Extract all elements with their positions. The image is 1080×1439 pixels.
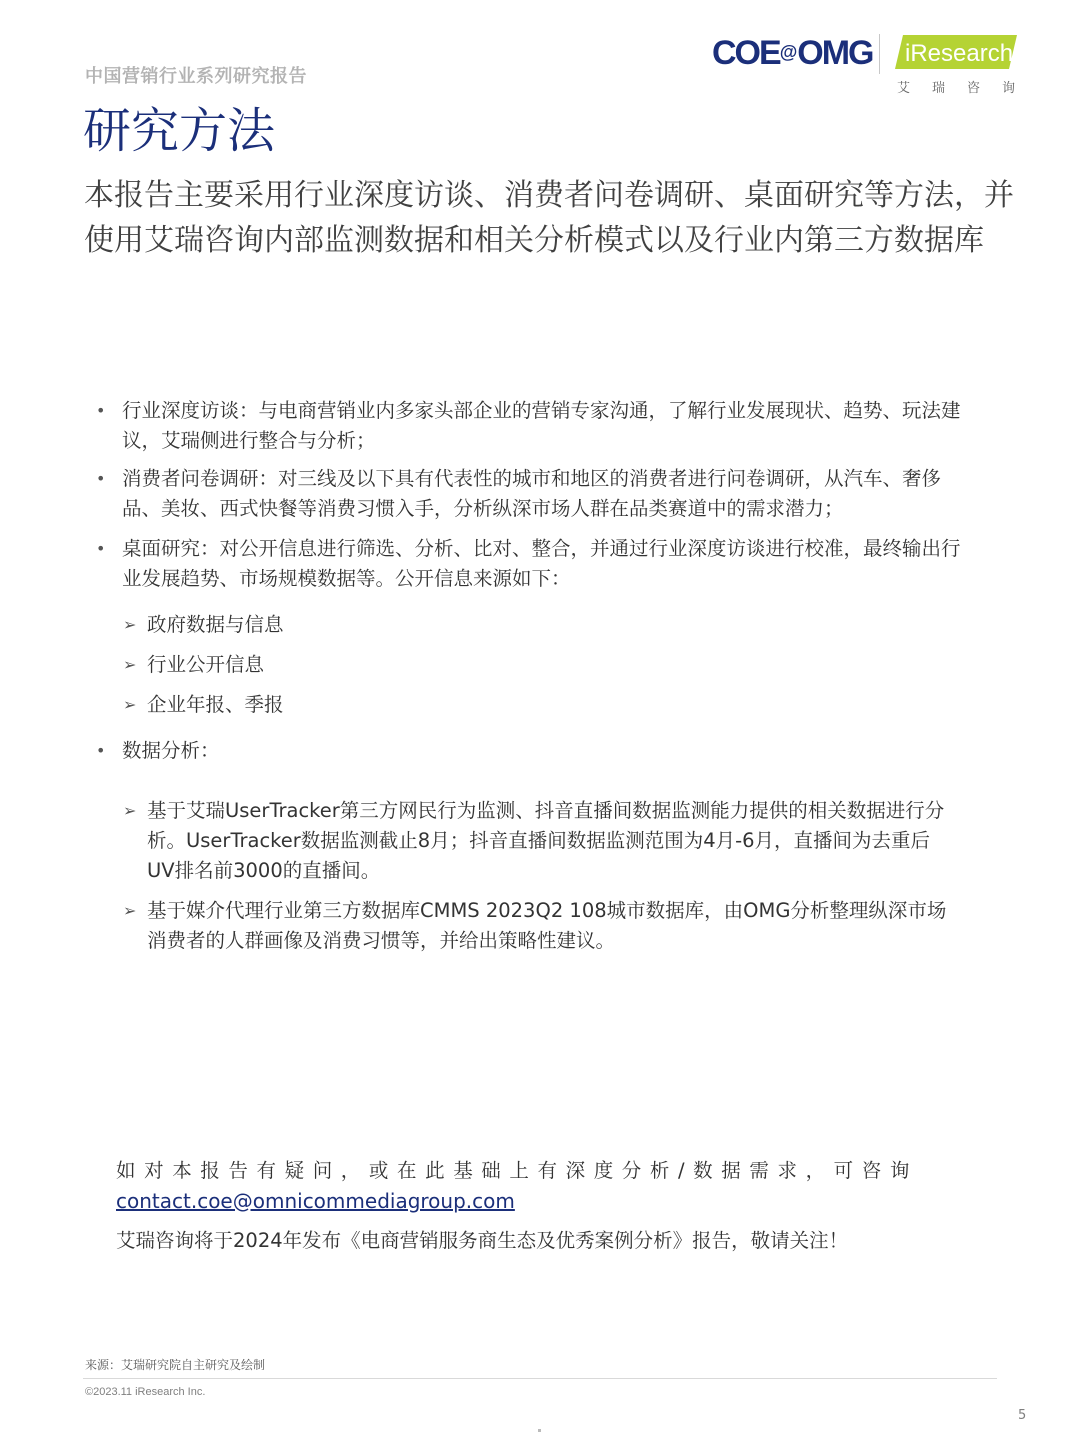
sub-item-text: 政府数据与信息 bbox=[147, 613, 284, 636]
arrow-icon: ➢ bbox=[123, 801, 137, 820]
bullet-text: 消费者问卷调研：对三线及以下具有代表性的城市和地区的消费者进行问卷调研，从汽车、奢侈品、美妆、西式快餐等消费习惯入手，分析纵深市场人群在品类赛道中的需求潜力； bbox=[122, 467, 942, 520]
sub-item-cmms bbox=[123, 896, 953, 956]
bullet-text: 数据分析： bbox=[122, 739, 220, 762]
coe-logo-at: @ bbox=[779, 42, 798, 62]
sub-item-text: 基于媒介代理行业第三方数据库CMMS 2023Q2 108城市数据库，由OMG分析整理纵深市场消费者的人群画像及消费习惯等，并给出策略性建议。 bbox=[147, 899, 947, 952]
sub-item-text: 企业年报、季报 bbox=[147, 693, 284, 716]
bullet-survey bbox=[96, 464, 966, 524]
contact-block bbox=[116, 1156, 966, 1256]
page-number: 5 bbox=[1018, 1408, 1027, 1423]
sub-item-usertracker bbox=[123, 796, 953, 886]
bullet-dot: • bbox=[96, 539, 106, 558]
report-notice: 艾瑞咨询将于2024年发布《电商营销服务商生态及优秀案例分析》报告，敬请关注！ bbox=[116, 1229, 849, 1252]
logo-divider bbox=[879, 34, 880, 74]
coe-logo-text: COE bbox=[712, 34, 780, 72]
arrow-icon: ➢ bbox=[123, 695, 137, 714]
bullet-dot: • bbox=[96, 741, 106, 760]
lead-paragraph: 本报告主要采用行业深度访谈、消费者问卷调研、桌面研究等方法，并使用艾瑞咨询内部监测数据和相关分析模式以及行业内第三方数据库 bbox=[84, 178, 1014, 258]
sub-item-industry-info bbox=[123, 650, 953, 680]
source-note: 来源：艾瑞研究院自主研究及绘制 bbox=[85, 1358, 266, 1372]
iresearch-logo-cn: 艾瑞咨询 bbox=[897, 81, 1038, 96]
iresearch-logo bbox=[895, 33, 1017, 71]
bullet-text: 行业深度访谈：与电商营销业内多家头部企业的营销专家沟通，了解行业发展现状、趋势、玩法建议，艾瑞侧进行整合与分析； bbox=[122, 399, 961, 452]
bullet-dot: • bbox=[96, 469, 106, 488]
sub-item-text: 基于艾瑞UserTracker第三方网民行为监测、抖音直播间数据监测能力提供的相关数据进行分析。UserTracker数据监测截止8月；抖音直播间数据监测范围为4月-6月，直播间为去重后UV排名前3000的直播间。 bbox=[147, 799, 945, 882]
iresearch-logo-text: iResearch bbox=[905, 40, 1014, 67]
coe-omg-logo bbox=[712, 34, 872, 73]
bullet-interview bbox=[96, 396, 966, 456]
sub-item-annual-reports bbox=[123, 690, 953, 720]
arrow-icon: ➢ bbox=[123, 615, 137, 634]
arrow-icon: ➢ bbox=[123, 655, 137, 674]
bullet-dot: • bbox=[96, 401, 106, 420]
page-mark bbox=[538, 1429, 541, 1432]
footer-divider bbox=[83, 1378, 997, 1379]
omg-logo-text: OMG bbox=[797, 34, 873, 72]
bullet-desk-research bbox=[96, 534, 966, 594]
bullet-text: 桌面研究：对公开信息进行筛选、分析、比对、整合，并通过行业深度访谈进行校准，最终输出行业发展趋势、市场规模数据等。公开信息来源如下： bbox=[122, 537, 961, 590]
arrow-icon: ➢ bbox=[123, 901, 137, 920]
page-title: 研究方法 bbox=[83, 103, 276, 159]
contact-question: 如对本报告有疑问，或在此基础上有深度分析/数据需求，可咨询 bbox=[116, 1159, 918, 1182]
sub-item-text: 行业公开信息 bbox=[147, 653, 265, 676]
bullet-data-analysis bbox=[96, 736, 966, 766]
sub-item-government-data bbox=[123, 610, 953, 640]
copyright: ©2023.11 iResearch Inc. bbox=[85, 1386, 206, 1398]
contact-email-link[interactable]: contact.coe@omnicommediagroup.com bbox=[116, 1189, 515, 1213]
series-label: 中国营销行业系列研究报告 bbox=[85, 66, 307, 87]
